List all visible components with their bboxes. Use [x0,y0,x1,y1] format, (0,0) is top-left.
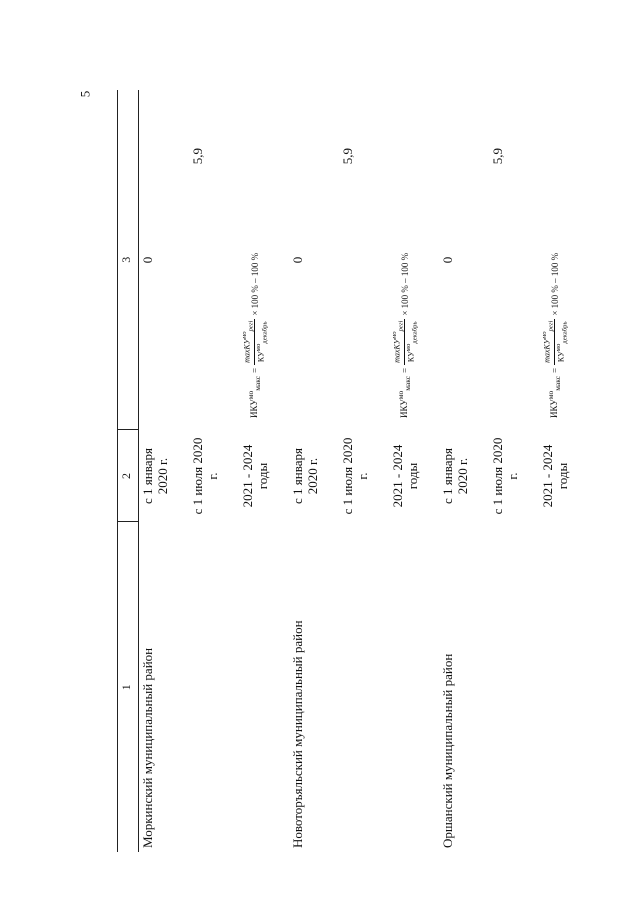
value-jan: 0 [440,256,455,264]
header-col-2: 2 [118,430,139,522]
value-jan: 0 [290,256,305,264]
formula-cell [539,90,589,430]
value-jul: 5,9 [490,148,505,165]
header-col-1: 1 [118,522,139,852]
district-name: Оршанский муниципальный район [440,653,455,848]
formula: $ИКУ^{мо}_{макс}$ = maxКУ$^{мо}_{pегi}$ $КУ^{мо}_{декабрь}$ × 100 % – 100 % [541,252,569,418]
formula-cell [389,90,439,430]
table-row [439,90,489,852]
page-number: 5 [77,90,93,98]
period-range: 2021 - 2024 годы [540,444,570,508]
table-row [139,90,190,852]
value-jan: 0 [140,256,155,264]
district-name: Новоторъяльский муниципальный район [290,620,305,848]
rotated-table-container [117,90,587,852]
table-row [289,90,339,852]
period-range: 2021 - 2024 годы [390,444,420,508]
period-jul: с 1 июля 2020 г. [490,437,520,515]
district-name: Моркинский муниципальный район [140,647,155,848]
value-jul: 5,9 [340,148,355,165]
tariff-index-table [117,90,589,852]
value-jul: 5,9 [190,148,205,165]
period-jul: с 1 июля 2020 г. [340,437,370,515]
formula: $ИКУ^{мо}_{макс}$ = maxКУ$^{мо}_{pегi}$ $КУ^{мо}_{декабрь}$ × 100 % – 100 % [391,252,419,418]
header-col-3: 3 [118,90,139,430]
period-jan: с 1 января 2020 г. [140,448,170,504]
period-jul: с 1 июля 2020 г. [190,437,220,515]
period-jan: с 1 января 2020 г. [290,448,320,504]
period-jan: с 1 января 2020 г. [440,448,470,504]
table-header-row [118,90,139,852]
formula-cell [239,90,289,430]
formula: $ИКУ^{мо}_{макс}$ = maxКУ$^{мо}_{pегi}$ $КУ^{мо}_{декабрь}$ × 100 % – 100 % [241,252,269,418]
period-range: 2021 - 2024 годы [240,444,270,508]
